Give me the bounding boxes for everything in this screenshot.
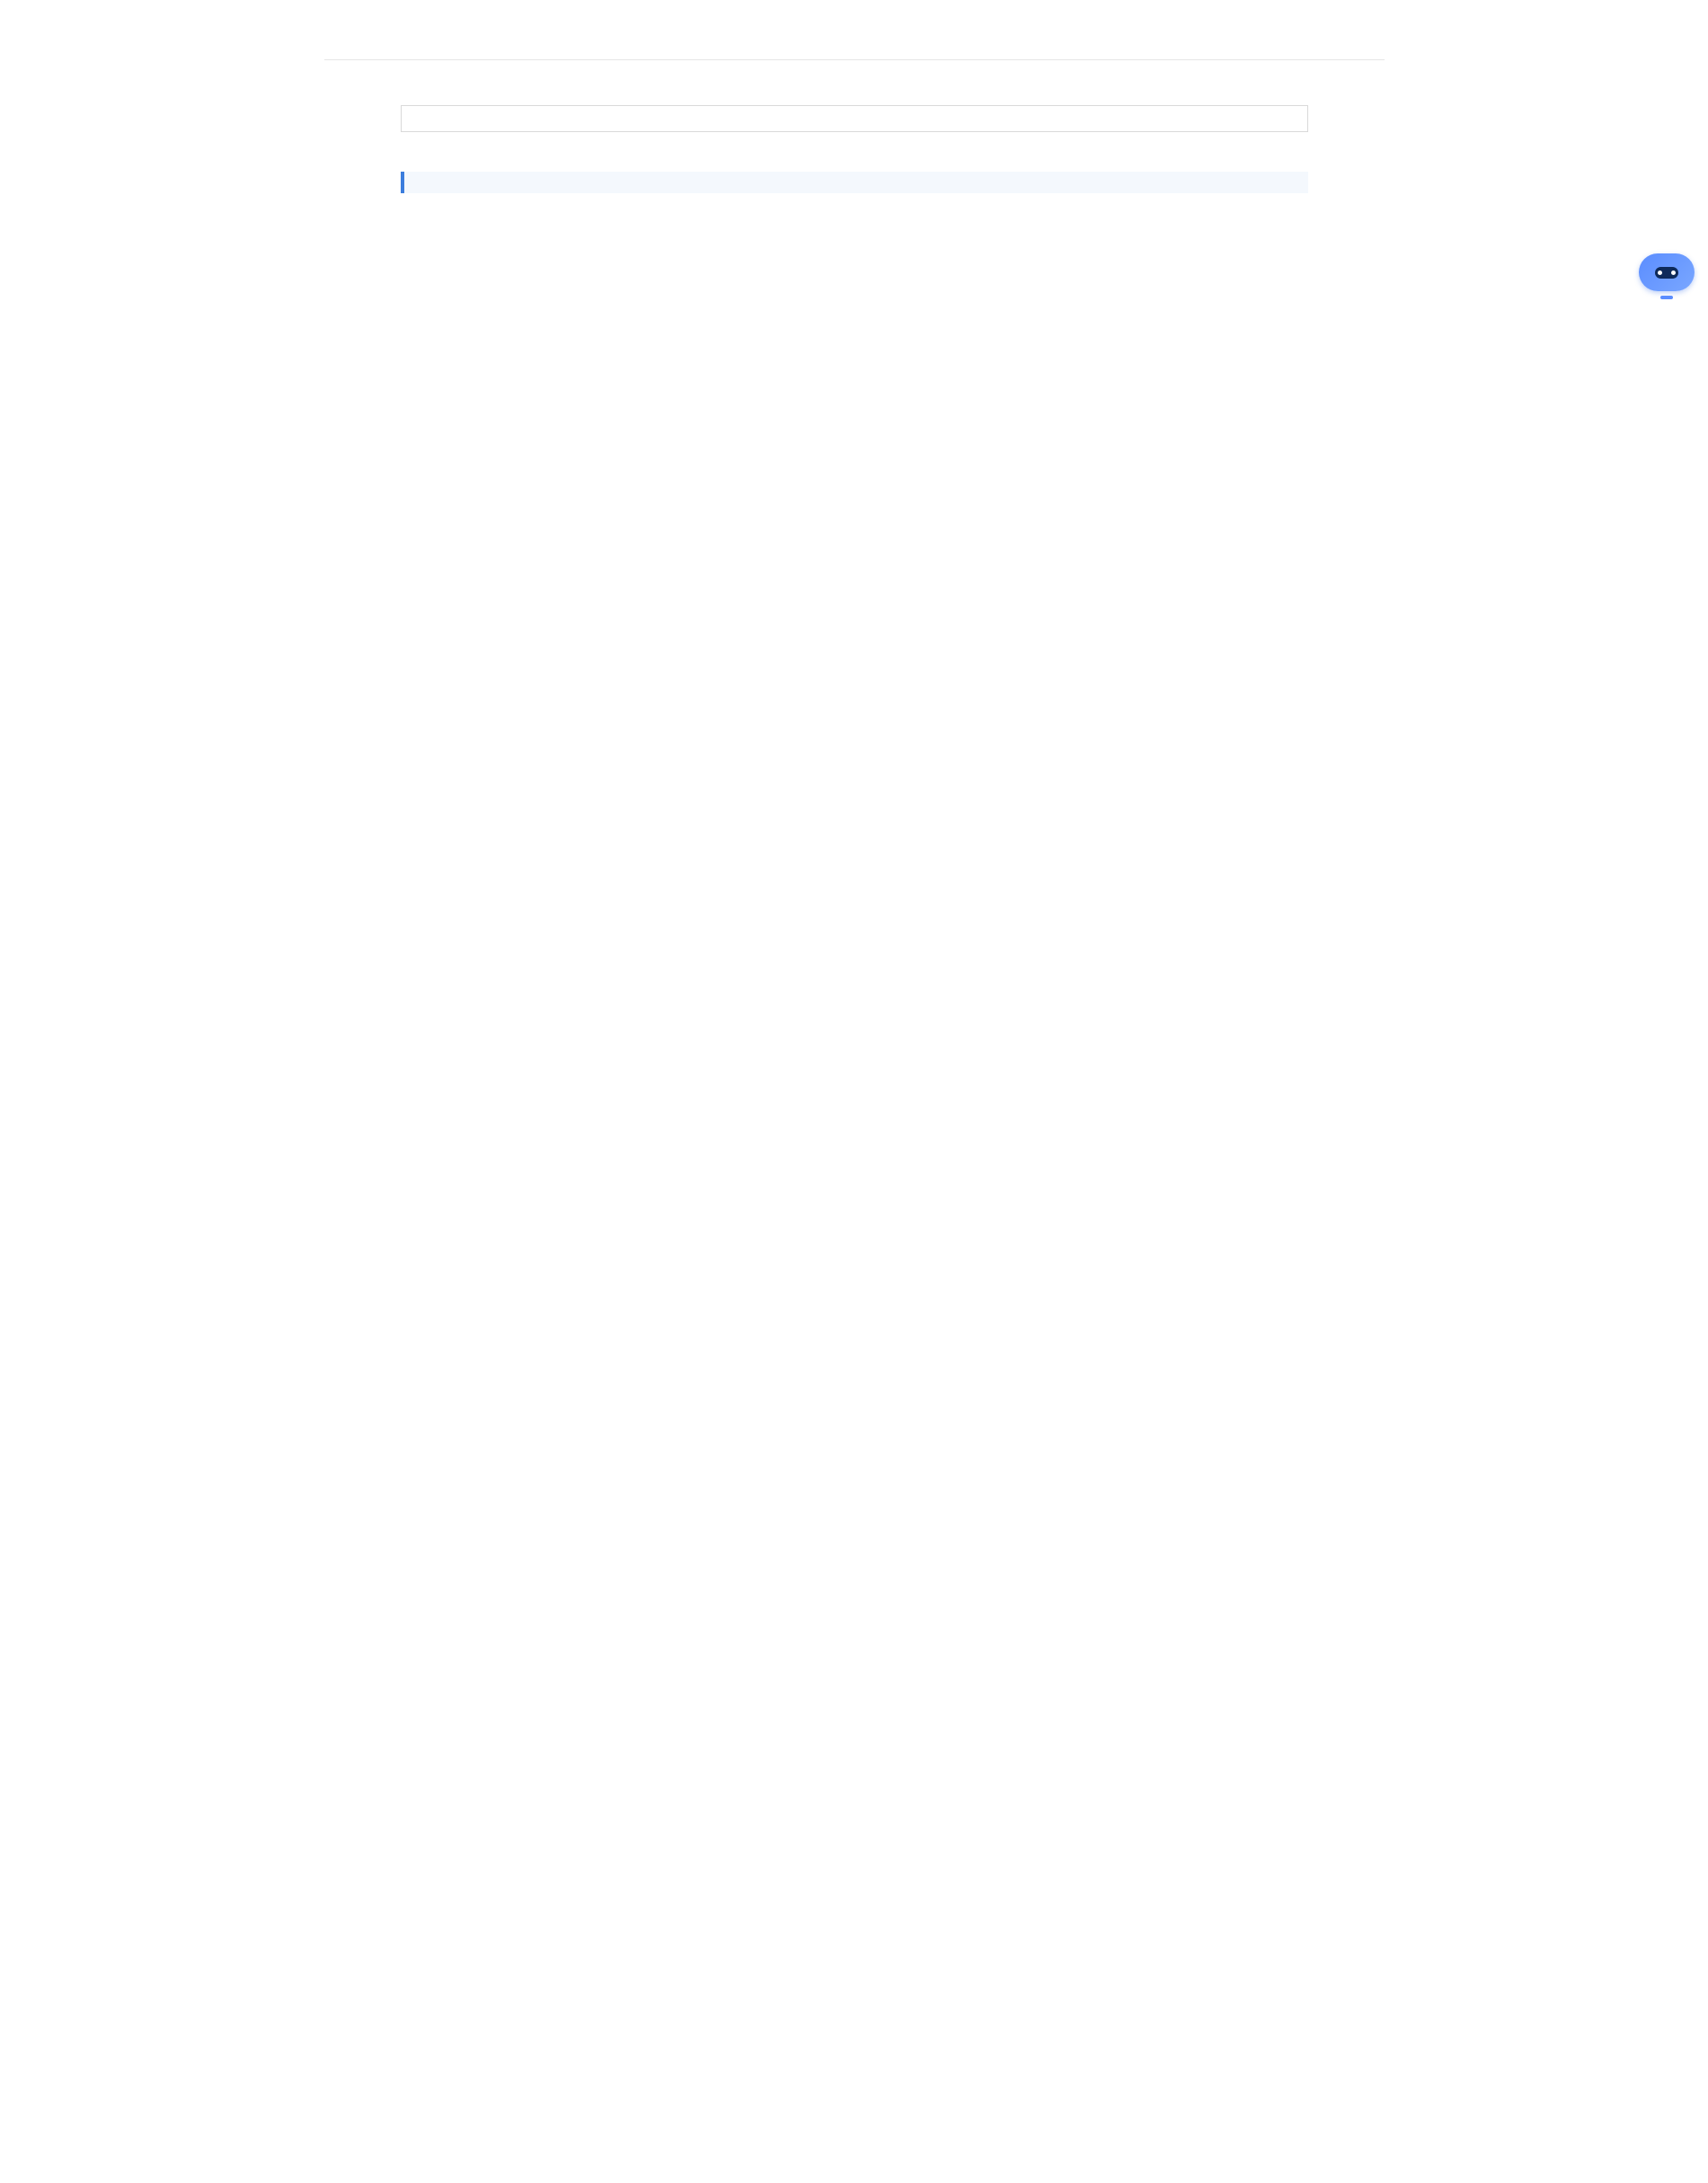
- document-header: [324, 0, 1385, 60]
- left-margin: [0, 0, 246, 2183]
- assistant-avatar-icon[interactable]: [1639, 253, 1695, 291]
- attachments-title: [401, 172, 1308, 193]
- attachments-list: [401, 193, 1308, 236]
- document-meta: [324, 25, 1385, 43]
- smart-assistant-widget[interactable]: [1634, 253, 1699, 299]
- document-body: [401, 60, 1308, 236]
- assistant-eyes-icon: [1655, 267, 1678, 279]
- assistant-label: [1660, 296, 1673, 299]
- project-overview-box: [401, 105, 1308, 132]
